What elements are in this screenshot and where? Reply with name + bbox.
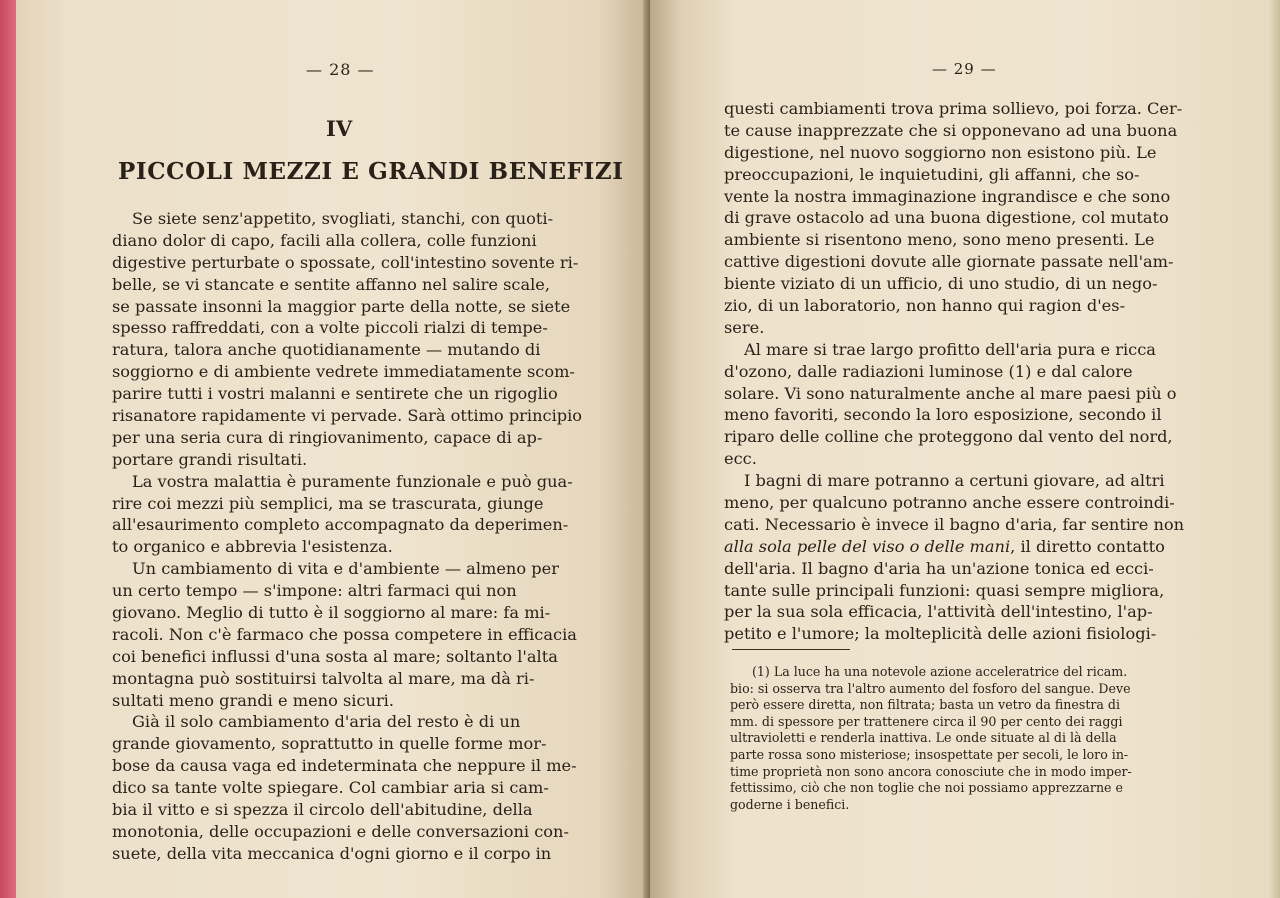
footnote-line: goderne i benefici. <box>730 796 850 812</box>
text-line: riparo delle colline che proteggono dal vento del nord, <box>724 427 1173 447</box>
text-line: rire coi mezzi più semplici, ma se trascurata, giunge <box>112 493 544 513</box>
text-line: digestive perturbate o spossate, coll'intestino sovente ri- <box>112 252 579 272</box>
text-line: te cause inapprezzate che si opponevano ad una buona <box>724 120 1178 140</box>
emphasized-phrase: alla sola pelle del viso o delle mani <box>724 536 1011 556</box>
right-page-body <box>724 98 1184 645</box>
text-line: grande giovamento, soprattutto in quelle forme mor- <box>112 734 547 754</box>
text-line: per la sua sola efficacia, l'attività dell'intestino, l'ap- <box>724 602 1153 622</box>
text-line: se passate insonni la maggior parte della notte, se siete <box>112 296 571 316</box>
page-number-left: — 28 — <box>306 60 375 79</box>
text-line: ecc. <box>724 449 757 469</box>
text-line: solare. Vi sono naturalmente anche al mare paesi più o <box>724 383 1177 403</box>
text-line: meno favoriti, secondo la loro esposizione, secondo il <box>724 405 1162 425</box>
footnote-line: fettissimo, ciò che non toglie che noi possiamo apprezzarne e <box>730 780 1123 796</box>
chapter-number: IV <box>326 116 353 141</box>
text-line: suete, della vita meccanica d'ogni giorno e il corpo in <box>112 843 552 863</box>
text-line: risanatore rapidamente vi pervade. Sarà ottimo principio <box>112 406 583 426</box>
text-line: Se siete senz'appetito, svogliati, stanchi, con quoti- <box>132 209 554 228</box>
text-line: meno, per qualcuno potranno anche essere controindi- <box>724 493 1175 513</box>
text-line: dell'aria. Il bagno d'aria ha un'azione tonica ed ecci- <box>724 558 1154 578</box>
text-line: d'ozono, dalle radiazioni luminose (1) e dal calore <box>724 361 1133 381</box>
text-line: soggiorno e di ambiente vedrete immediatamente scom- <box>112 362 575 382</box>
text-line: to organico e abbrevia l'esistenza. <box>112 537 393 557</box>
footnote <box>730 664 1132 813</box>
footnote-line: mm. di spessore per trattenere circa il 90 per cento dei raggi <box>730 713 1123 729</box>
text-line: coi benefici influssi d'una sosta al mare; soltanto l'alta <box>112 646 558 666</box>
text-line: bia il vitto e si spezza il circolo dell'abitudine, della <box>112 800 533 820</box>
text-line: per una seria cura di ringiovanimento, capace di ap- <box>112 427 543 447</box>
text-line: digestione, nel nuovo soggiorno non esistono più. Le <box>724 142 1157 162</box>
text-line: monotonia, delle occupazioni e delle conversazioni con- <box>112 821 569 841</box>
text-line: dico sa tante volte spiegare. Col cambiar aria si cam- <box>112 778 549 798</box>
text-line: tante sulle principali funzioni: quasi sempre migliora, <box>724 580 1165 600</box>
text-line: portare grandi risultati. <box>112 449 308 469</box>
page-number-right: — 29 — <box>932 60 997 78</box>
text-line: Già il solo cambiamento d'aria del resto è di un <box>132 712 521 732</box>
text-line: parire tutti i vostri malanni e sentirete che un rigoglio <box>112 384 558 404</box>
text-line: petito e l'umore; la molteplicità delle azioni fisiologi- <box>724 624 1157 644</box>
text-line: cati. Necessario è invece il bagno d'aria, far sentire non <box>724 514 1185 534</box>
text-line: questi cambiamenti trova prima sollievo, poi forza. Cer- <box>724 99 1183 118</box>
footnote-divider <box>732 649 850 650</box>
text-line: sultati meno grandi e meno sicuri. <box>112 690 395 710</box>
left-page <box>16 0 648 898</box>
text-line: all'esaurimento completo accompagnato da deperimen- <box>112 515 569 535</box>
text-line: racoli. Non c'è farmaco che possa competere in efficacia <box>112 624 577 644</box>
text-line: sere. <box>724 317 765 337</box>
footnote-line: (1) La luce ha una notevole azione acceleratrice del ricam. <box>752 664 1128 679</box>
text-line: preoccupazioni, le inquietudini, gli affanni, che so- <box>724 164 1140 184</box>
text-line: I bagni di mare potranno a certuni giovare, ad altri <box>744 471 1165 491</box>
text-line: di grave ostacolo ad una buona digestione, col mutato <box>724 208 1169 228</box>
footnote-line: bio: si osserva tra l'altro aumento del fosforo del sangue. Deve <box>730 680 1131 696</box>
text-line: giovano. Meglio di tutto è il soggiorno al mare: fa mi- <box>112 603 551 623</box>
text-line: zio, di un laboratorio, non hanno qui ragion d'es- <box>724 296 1126 316</box>
chapter-title: PICCOLI MEZZI E GRANDI BENEFIZI <box>118 158 624 185</box>
text-line: belle, se vi stancate e sentite affanno nel salire scale, <box>112 274 551 294</box>
text-line: diano dolor di capo, facili alla collera, colle funzioni <box>112 230 537 250</box>
left-page-body <box>112 208 582 865</box>
text-line: cattive digestioni dovute alle giornate passate nell'am- <box>724 252 1174 272</box>
text-line: alla sola pelle del viso o delle mani, il diretto contatto <box>724 536 1165 556</box>
footnote-line: time proprietà non sono ancora conosciute che in modo imper- <box>730 763 1132 779</box>
text-line: ambiente si risentono meno, sono meno presenti. Le <box>724 230 1155 250</box>
text-line: bose da causa vaga ed indeterminata che neppure il me- <box>112 756 577 776</box>
text-line: ratura, talora anche quotidianamente — mutando di <box>112 340 541 360</box>
text-line: montagna può sostituirsi talvolta al mare, ma dà ri- <box>112 668 535 688</box>
text-line: biente viziato di un ufficio, di uno studio, di un nego- <box>724 274 1158 294</box>
text-line: La vostra malattia è puramente funzionale e può gua- <box>132 471 573 491</box>
text-line: un certo tempo — s'impone: altri farmaci qui non <box>112 581 517 601</box>
right-page <box>650 0 1270 898</box>
book-page-edge <box>1268 0 1280 898</box>
text-line: spesso raffreddati, con a volte piccoli rialzi di tempe- <box>112 318 548 338</box>
text-line: vente la nostra immaginazione ingrandisce e che sono <box>724 186 1171 206</box>
text-line: Al mare si trae largo profitto dell'aria pura e ricca <box>744 339 1156 359</box>
text-line: Un cambiamento di vita e d'ambiente — almeno per <box>132 559 559 579</box>
footnote-line: però essere diretta, non filtrata; basta un vetro da finestra di <box>730 697 1121 713</box>
footnote-line: parte rossa sono misteriose; insospettate per secoli, le loro in- <box>730 746 1129 762</box>
footnote-line: ultravioletti e renderla inattiva. Le onde situate al di là della <box>730 730 1117 746</box>
